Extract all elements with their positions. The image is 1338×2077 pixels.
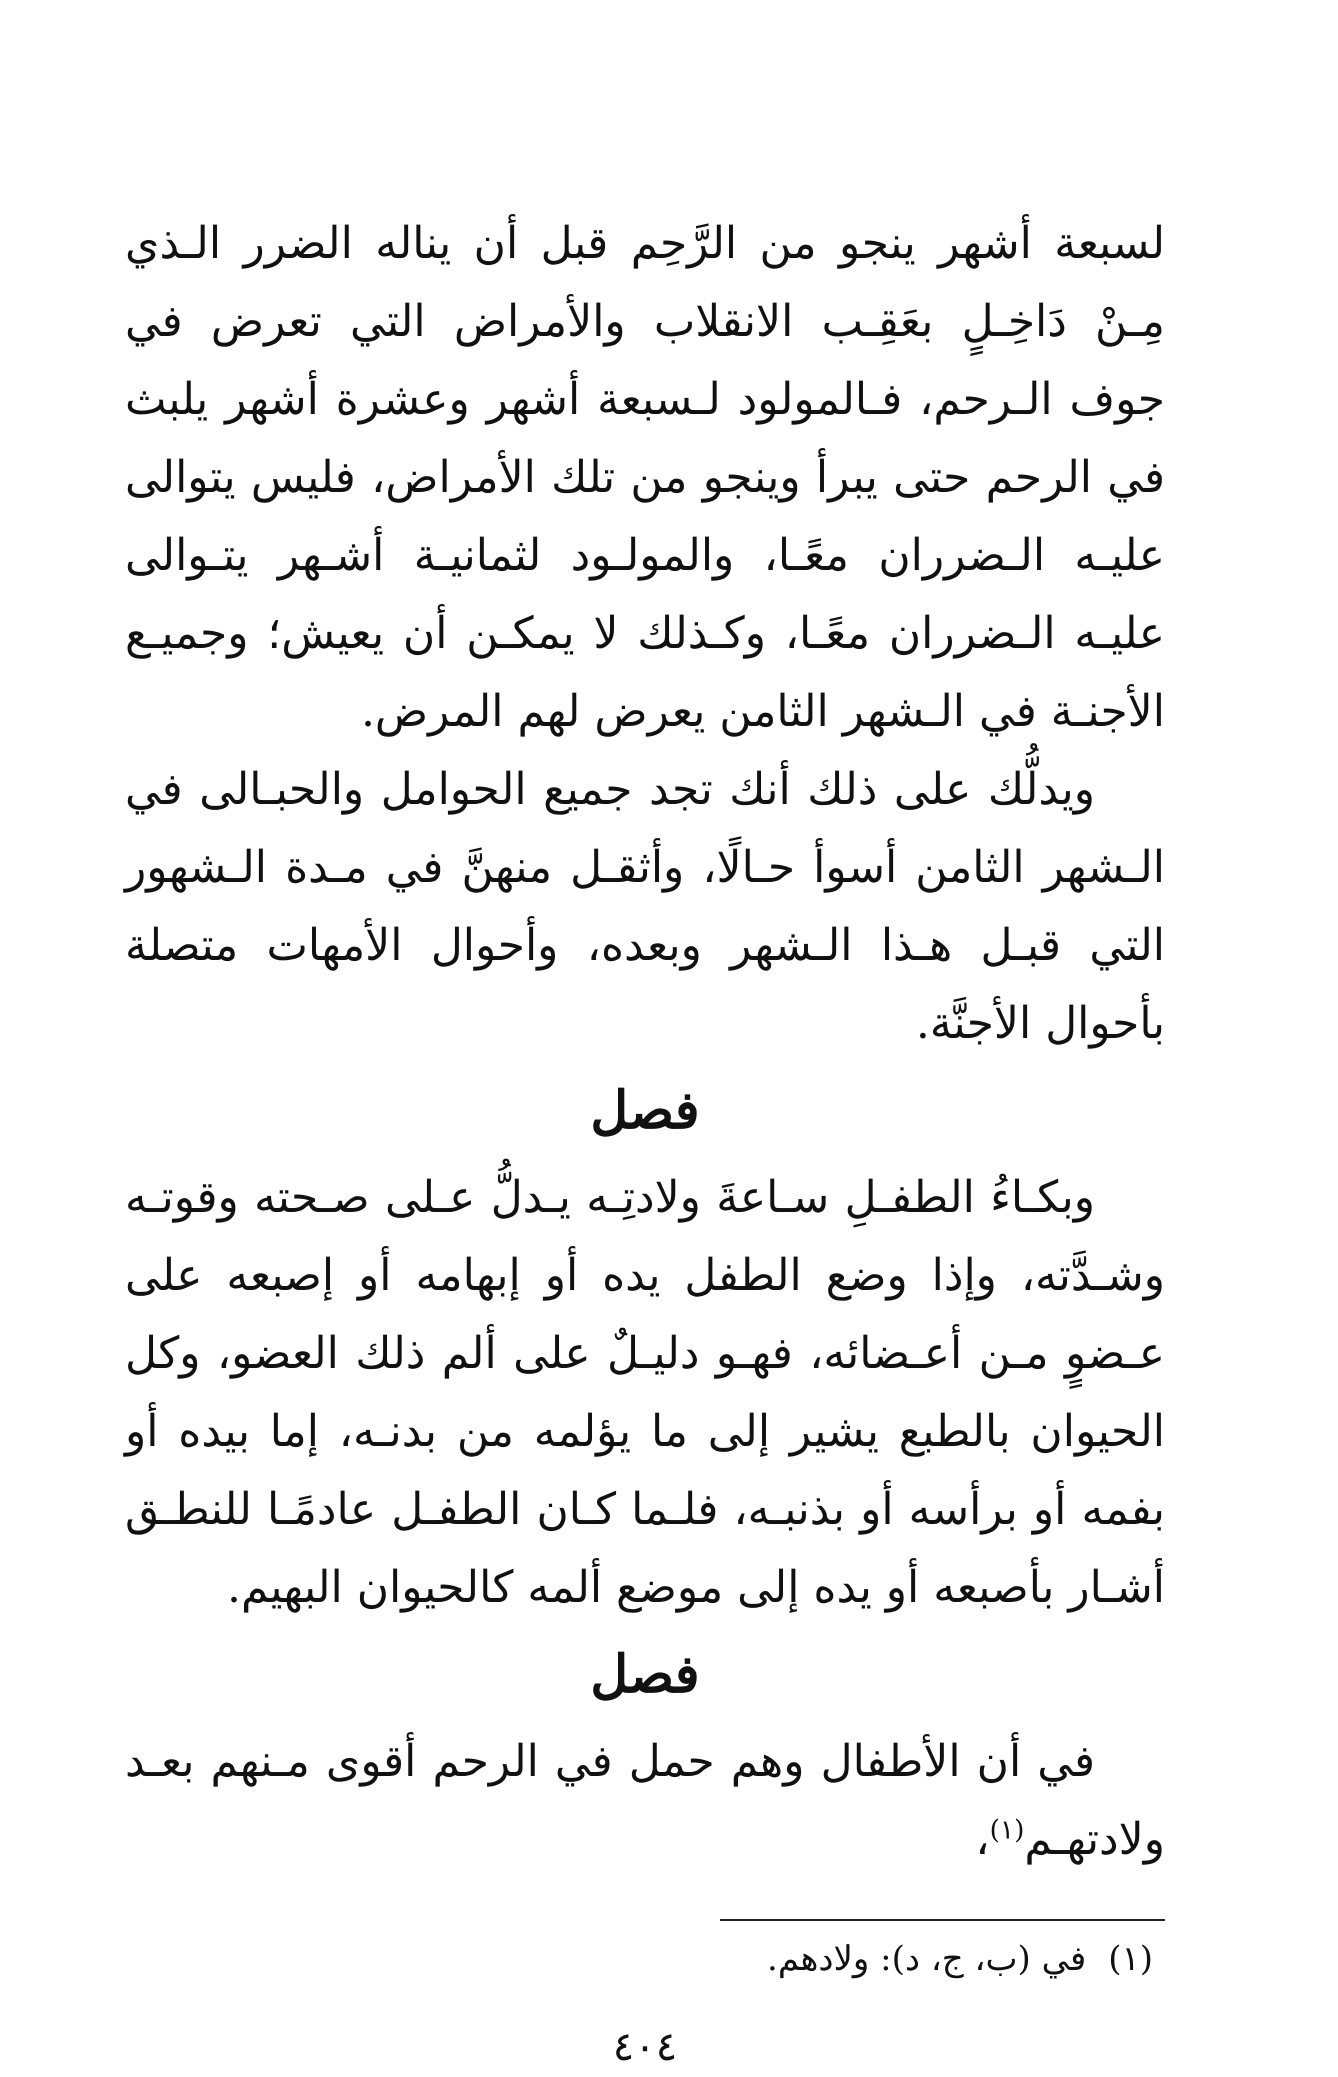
section-heading-2: فصل — [590, 1644, 700, 1705]
page-number: ٤٠٤ — [612, 2024, 678, 2070]
paragraph-2: ويدلُّك على ذلك أنك تجد جميع الحوامل والحبـالى في الـشهر الثامن أسوأ حـالًا، وأثقـل منهنَّ في مـدة الـشهور التي قبـل هـذا الـشهر وبعده، وأحوال الأمهات متصلة بأحوال الأجنَّة. — [125, 764, 1165, 1049]
section-heading-1: فصل — [590, 1080, 700, 1141]
footnote-text: في (ب، ج، د): ولادهم. — [767, 1939, 1087, 1979]
book-page — [125, 205, 1165, 2077]
paragraph-3: وبكـاءُ الطفـلِ سـاعةَ ولادتِـه يـدلُّ عـلى صـحته وقوتـه وشـدَّته، وإذا وضع الطفل يده أو إبهامه أو إصبعه على عـضوٍ مـن أعـضائه، فهـو دليـلٌ على ألم ذلك العضو، وكل الحيوان بالطبع يشير إلى ما يؤلمه من بدنـه، إما بيده أو بفمه أو برأسه أو بذنبـه، فلـما كـان الطفـل عادمًـا للنطـق أشـار بأصبعه أو يده إلى موضع ألمه كالحيوان البهيم. — [125, 1172, 1165, 1613]
paragraph-4 — [125, 1723, 1165, 1879]
footnote — [125, 1929, 1165, 1989]
paragraph-4-text: في أن الأطفال وهم حمل في الرحم أقوى مـنهم بعـد ولادتهـم — [125, 1736, 1165, 1865]
footnote-divider — [720, 1919, 1165, 1921]
footnote-number: (١) — [1108, 1939, 1153, 1979]
footnote-reference[interactable]: (١) — [989, 1814, 1025, 1846]
paragraph-4-trailing: ، — [975, 1814, 990, 1865]
paragraph-1: لسبعة أشهر ينجو من الرَّحِم قبل أن يناله الضرر الـذي مِـنْ دَاخِـلٍ بعَقِـب الانقلاب والأمراض التي تعرض في جوف الـرحم، فـالمولود لـسبعة أشهر وعشرة أشهر يلبث في الرحم حتى يبرأ وينجو من تلك الأمراض، فليس يتوالى عليـه الـضرران معًـا، والمولـود لثمانيـة أشـهر يتـوالى عليـه الـضرران معًـا، وكـذلك لا يمكـن أن يعيش؛ وجميـع الأجنـة في الـشهر الثامن يعرض لهم المرض. — [125, 218, 1165, 737]
